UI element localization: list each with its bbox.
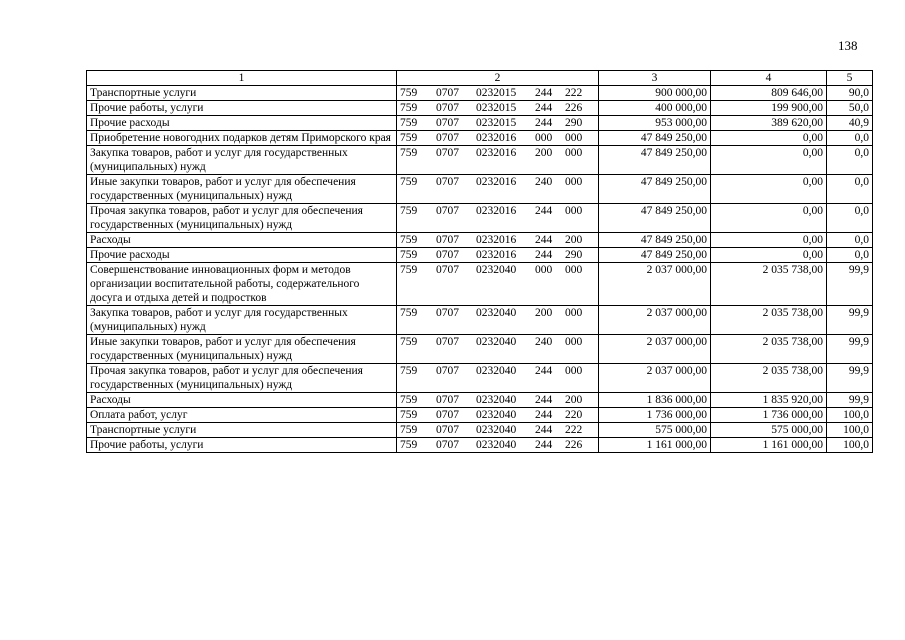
code-part: 244: [535, 409, 553, 421]
code-part: 0232040: [476, 409, 517, 421]
code-part: 0707: [436, 409, 459, 421]
table-row: [87, 306, 873, 335]
row-code-cell: [397, 306, 599, 335]
code-part: 0232040: [476, 336, 517, 348]
code-part: 759: [400, 132, 418, 144]
code-part: 000: [535, 264, 553, 276]
row-value-c3: 2 037 000,00: [599, 335, 711, 364]
table-row: [87, 423, 873, 438]
row-name-cell: Совершенствование инновационных форм и методов организации воспитательной работы, содержательного досуга и отдыха детей и подростков: [87, 263, 397, 306]
row-name-cell: Прочие расходы: [87, 116, 397, 131]
table-row: [87, 438, 873, 453]
row-value-c5: 40,9: [827, 116, 873, 131]
header-cell: 4: [711, 71, 827, 86]
row-value-c4: 2 035 738,00: [711, 335, 827, 364]
table-row: [87, 248, 873, 263]
row-name-cell: Расходы: [87, 393, 397, 408]
code-part: 244: [535, 365, 553, 377]
table-row: [87, 233, 873, 248]
row-value-c5: 99,9: [827, 364, 873, 393]
code-part: 200: [535, 147, 553, 159]
row-value-c4: 0,00: [711, 233, 827, 248]
code-part: 200: [565, 394, 583, 406]
code-part: 759: [400, 102, 418, 114]
code-part: 0707: [436, 249, 459, 261]
code-part: 759: [400, 117, 418, 129]
row-value-c5: 0,0: [827, 233, 873, 248]
row-code-cell: [397, 116, 599, 131]
row-value-c4: 0,00: [711, 131, 827, 146]
row-code-cell: [397, 408, 599, 423]
row-value-c3: 900 000,00: [599, 86, 711, 101]
row-value-c5: 100,0: [827, 423, 873, 438]
table-row: [87, 175, 873, 204]
row-value-c4: 0,00: [711, 204, 827, 233]
row-value-c3: 2 037 000,00: [599, 364, 711, 393]
code-part: 759: [400, 424, 418, 436]
row-value-c4: 1 736 000,00: [711, 408, 827, 423]
row-code-cell: [397, 175, 599, 204]
code-part: 0232016: [476, 234, 517, 246]
code-part: 290: [565, 117, 583, 129]
row-value-c3: 47 849 250,00: [599, 175, 711, 204]
code-part: 000: [535, 132, 553, 144]
code-part: 244: [535, 87, 553, 99]
row-name-cell: Приобретение новогодних подарков детям Приморского края: [87, 131, 397, 146]
code-part: 222: [565, 87, 583, 99]
table-row: [87, 263, 873, 306]
code-part: 0707: [436, 117, 459, 129]
code-part: 0232015: [476, 102, 517, 114]
header-cell: 3: [599, 71, 711, 86]
table-row: [87, 364, 873, 393]
row-code-cell: [397, 423, 599, 438]
row-value-c3: 2 037 000,00: [599, 306, 711, 335]
row-value-c4: 2 035 738,00: [711, 263, 827, 306]
code-part: 244: [535, 424, 553, 436]
row-value-c5: 50,0: [827, 101, 873, 116]
table-row: [87, 101, 873, 116]
row-value-c5: 99,9: [827, 335, 873, 364]
row-name-cell: Оплата работ, услуг: [87, 408, 397, 423]
row-value-c5: 100,0: [827, 408, 873, 423]
table-row: [87, 131, 873, 146]
row-value-c4: 389 620,00: [711, 116, 827, 131]
code-part: 290: [565, 249, 583, 261]
table-row: [87, 393, 873, 408]
code-part: 0707: [436, 176, 459, 188]
code-part: 0232016: [476, 147, 517, 159]
code-part: 759: [400, 147, 418, 159]
table-row: [87, 204, 873, 233]
row-value-c3: 575 000,00: [599, 423, 711, 438]
row-code-cell: [397, 263, 599, 306]
row-value-c3: 47 849 250,00: [599, 146, 711, 175]
row-name-cell: Прочие работы, услуги: [87, 101, 397, 116]
row-code-cell: [397, 131, 599, 146]
page-number: 138: [838, 38, 858, 53]
code-part: 240: [535, 176, 553, 188]
code-part: 759: [400, 336, 418, 348]
code-part: 226: [565, 102, 583, 114]
row-value-c4: 2 035 738,00: [711, 364, 827, 393]
code-part: 0707: [436, 102, 459, 114]
row-value-c4: 575 000,00: [711, 423, 827, 438]
code-part: 0232040: [476, 394, 517, 406]
code-part: 200: [565, 234, 583, 246]
row-name-cell: Транспортные услуги: [87, 423, 397, 438]
row-value-c3: 2 037 000,00: [599, 263, 711, 306]
row-value-c5: 99,9: [827, 263, 873, 306]
row-code-cell: [397, 86, 599, 101]
row-code-cell: [397, 393, 599, 408]
row-value-c4: 809 646,00: [711, 86, 827, 101]
code-part: 0232040: [476, 365, 517, 377]
header-cell: 5: [827, 71, 873, 86]
table-row: [87, 408, 873, 423]
row-value-c4: 1 835 920,00: [711, 393, 827, 408]
code-part: 000: [565, 336, 583, 348]
code-part: 226: [565, 439, 583, 451]
code-part: 222: [565, 424, 583, 436]
row-value-c5: 99,9: [827, 393, 873, 408]
code-part: 000: [565, 205, 583, 217]
code-part: 000: [565, 264, 583, 276]
code-part: 0707: [436, 87, 459, 99]
row-name-cell: Транспортные услуги: [87, 86, 397, 101]
code-part: 000: [565, 147, 583, 159]
code-part: 0707: [436, 147, 459, 159]
row-value-c5: 0,0: [827, 248, 873, 263]
code-part: 0707: [436, 205, 459, 217]
code-part: 0707: [436, 264, 459, 276]
code-part: 759: [400, 264, 418, 276]
row-value-c3: 47 849 250,00: [599, 131, 711, 146]
code-part: 200: [535, 307, 553, 319]
code-part: 000: [565, 307, 583, 319]
code-part: 0232015: [476, 87, 517, 99]
row-name-cell: Прочие расходы: [87, 248, 397, 263]
code-part: 244: [535, 394, 553, 406]
row-value-c3: 400 000,00: [599, 101, 711, 116]
code-part: 0232040: [476, 424, 517, 436]
row-code-cell: [397, 233, 599, 248]
row-value-c3: 953 000,00: [599, 116, 711, 131]
table-row: [87, 86, 873, 101]
row-value-c4: 0,00: [711, 248, 827, 263]
code-part: 240: [535, 336, 553, 348]
code-part: 000: [565, 132, 583, 144]
code-part: 759: [400, 87, 418, 99]
row-name-cell: Прочая закупка товаров, работ и услуг для обеспечения государственных (муниципальных) нужд: [87, 364, 397, 393]
row-name-cell: Иные закупки товаров, работ и услуг для обеспечения государственных (муниципальных) нужд: [87, 175, 397, 204]
table-row: [87, 116, 873, 131]
code-part: 759: [400, 249, 418, 261]
row-name-cell: Закупка товаров, работ и услуг для государственных (муниципальных) нужд: [87, 306, 397, 335]
code-part: 0707: [436, 394, 459, 406]
header-cell: 1: [87, 71, 397, 86]
row-value-c5: 0,0: [827, 146, 873, 175]
code-part: 000: [565, 365, 583, 377]
code-part: 0707: [436, 424, 459, 436]
code-part: 759: [400, 394, 418, 406]
row-code-cell: [397, 146, 599, 175]
table-row: [87, 146, 873, 175]
row-value-c3: 1 161 000,00: [599, 438, 711, 453]
row-value-c4: 2 035 738,00: [711, 306, 827, 335]
code-part: 0232016: [476, 176, 517, 188]
code-part: 759: [400, 205, 418, 217]
code-part: 244: [535, 439, 553, 451]
row-value-c4: 199 900,00: [711, 101, 827, 116]
code-part: 0707: [436, 365, 459, 377]
header-cell: 2: [397, 71, 599, 86]
row-value-c5: 0,0: [827, 175, 873, 204]
row-code-cell: [397, 438, 599, 453]
code-part: 0707: [436, 132, 459, 144]
code-part: 220: [565, 409, 583, 421]
code-part: 0232016: [476, 132, 517, 144]
code-part: 0707: [436, 336, 459, 348]
row-value-c4: 0,00: [711, 175, 827, 204]
row-name-cell: Прочие работы, услуги: [87, 438, 397, 453]
row-value-c5: 90,0: [827, 86, 873, 101]
row-value-c5: 100,0: [827, 438, 873, 453]
code-part: 759: [400, 307, 418, 319]
code-part: 0232040: [476, 264, 517, 276]
row-value-c3: 1 836 000,00: [599, 393, 711, 408]
code-part: 759: [400, 409, 418, 421]
row-value-c4: 1 161 000,00: [711, 438, 827, 453]
row-value-c4: 0,00: [711, 146, 827, 175]
code-part: 0707: [436, 234, 459, 246]
row-value-c3: 1 736 000,00: [599, 408, 711, 423]
row-value-c3: 47 849 250,00: [599, 233, 711, 248]
code-part: 244: [535, 205, 553, 217]
row-value-c5: 0,0: [827, 131, 873, 146]
code-part: 244: [535, 117, 553, 129]
row-name-cell: Расходы: [87, 233, 397, 248]
code-part: 0232016: [476, 249, 517, 261]
row-name-cell: Прочая закупка товаров, работ и услуг для обеспечения государственных (муниципальных) нужд: [87, 204, 397, 233]
row-value-c3: 47 849 250,00: [599, 204, 711, 233]
budget-table: [86, 70, 873, 453]
row-name-cell: Иные закупки товаров, работ и услуг для обеспечения государственных (муниципальных) нужд: [87, 335, 397, 364]
row-code-cell: [397, 364, 599, 393]
row-code-cell: [397, 335, 599, 364]
code-part: 0232040: [476, 307, 517, 319]
code-part: 0232015: [476, 117, 517, 129]
row-value-c5: 99,9: [827, 306, 873, 335]
code-part: 000: [565, 176, 583, 188]
code-part: 759: [400, 365, 418, 377]
code-part: 759: [400, 439, 418, 451]
row-code-cell: [397, 101, 599, 116]
code-part: 759: [400, 234, 418, 246]
row-code-cell: [397, 248, 599, 263]
row-value-c3: 47 849 250,00: [599, 248, 711, 263]
table-row: [87, 335, 873, 364]
row-value-c5: 0,0: [827, 204, 873, 233]
code-part: 244: [535, 249, 553, 261]
row-name-cell: Закупка товаров, работ и услуг для государственных (муниципальных) нужд: [87, 146, 397, 175]
code-part: 0232040: [476, 439, 517, 451]
code-part: 244: [535, 234, 553, 246]
code-part: 759: [400, 176, 418, 188]
code-part: 0232016: [476, 205, 517, 217]
code-part: 0707: [436, 307, 459, 319]
row-code-cell: [397, 204, 599, 233]
header-row: [87, 71, 873, 86]
code-part: 244: [535, 102, 553, 114]
code-part: 0707: [436, 439, 459, 451]
